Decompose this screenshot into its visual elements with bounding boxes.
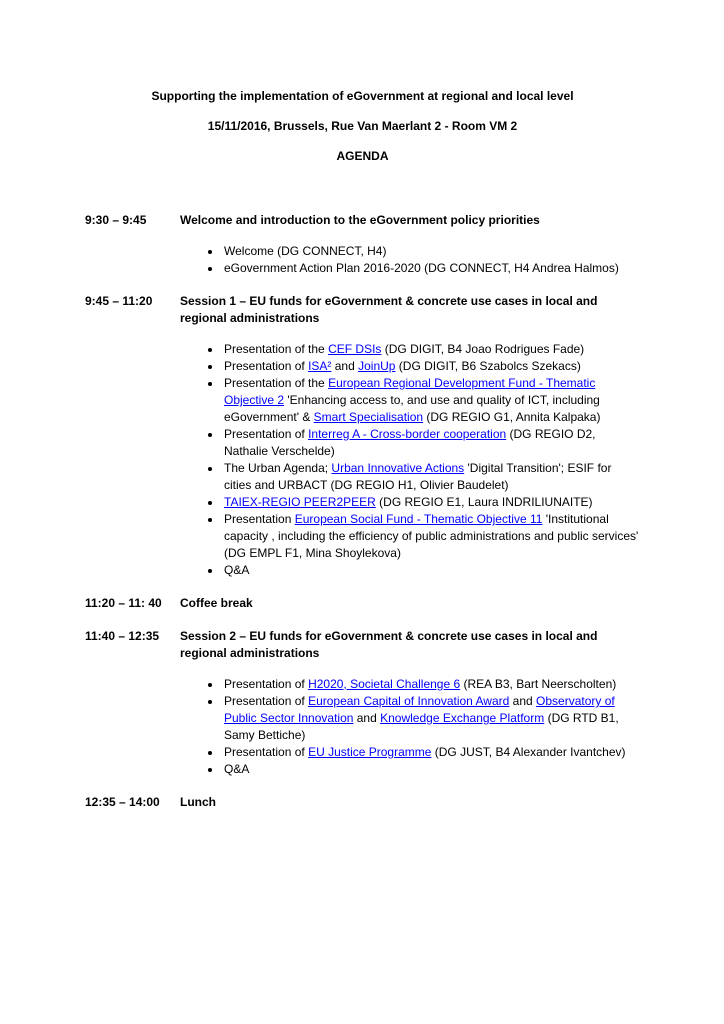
agenda-row-title: Lunch xyxy=(180,795,216,809)
text-segment: Presentation of the xyxy=(224,376,329,390)
agenda-bullet xyxy=(222,761,640,778)
hyperlink[interactable]: European Capital of Innovation Award xyxy=(308,694,510,708)
document-date-location: 15/11/2016, Brussels, Rue Van Maerlant 2 - Room VM 2 xyxy=(207,119,518,133)
agenda-row-coffee-break xyxy=(85,595,640,612)
text-segment: Q&A xyxy=(224,563,250,577)
hyperlink[interactable]: European Social Fund - Thematic Objective 11 xyxy=(294,512,543,526)
agenda-time: 11:20 – 11: 40 xyxy=(85,596,162,610)
text-segment: (DG RTD B1, Samy Bettiche) xyxy=(224,711,619,742)
agenda-bullet xyxy=(222,426,640,460)
hyperlink[interactable]: H2020, Societal Challenge 6 xyxy=(308,677,461,691)
text-segment: Presentation of xyxy=(224,677,309,691)
agenda-time: 9:30 – 9:45 xyxy=(85,213,147,227)
agenda-time: 11:40 – 12:35 xyxy=(85,629,160,643)
hyperlink[interactable]: Interreg A - Cross-border cooperation xyxy=(308,427,507,441)
agenda-row-content xyxy=(180,595,640,612)
document-header xyxy=(85,88,640,165)
text-segment: and xyxy=(331,359,359,373)
hyperlink[interactable]: JoinUp xyxy=(358,359,396,373)
agenda-bullet xyxy=(222,460,640,494)
agenda-row-lunch xyxy=(85,794,640,811)
agenda-heading: AGENDA xyxy=(336,149,389,163)
agenda-row-content xyxy=(180,212,640,277)
agenda-row-content xyxy=(180,293,640,579)
text-segment: 'Enhancing access to, and use and quality of ICT, including eGovernment' & xyxy=(224,393,600,424)
text-segment: Q&A xyxy=(224,762,250,776)
text-segment: (DG REGIO E1, Laura INDRILIUNAITE) xyxy=(375,495,593,509)
text-segment: eGovernment Action Plan 2016-2020 (DG CONNECT, H4 Andrea Halmos) xyxy=(224,261,619,275)
text-segment: Welcome (DG CONNECT, H4) xyxy=(224,244,387,258)
text-segment: Presentation of xyxy=(224,745,309,759)
hyperlink[interactable]: Urban Innovative Actions xyxy=(331,461,465,475)
hyperlink[interactable]: Observatory of Public Sector Innovation xyxy=(224,694,615,725)
agenda-bullet xyxy=(222,375,640,426)
agenda-row-content xyxy=(180,794,640,811)
hyperlink[interactable]: CEF DSIs xyxy=(328,342,382,356)
text-segment: Presentation of the xyxy=(224,342,329,356)
text-segment: (DG REGIO D2, Nathalie Verschelde) xyxy=(224,427,596,458)
hyperlink[interactable]: European Regional Development Fund - Thematic Objective 2 xyxy=(224,376,596,407)
text-segment: 'Digital Transition'; ESIF for cities and URBACT (DG REGIO H1, Olivier Baudelet) xyxy=(224,461,612,492)
agenda-bullet-list xyxy=(180,341,640,579)
hyperlink[interactable]: ISA² xyxy=(308,359,332,373)
text-segment: (DG DIGIT, B6 Szabolcs Szekacs) xyxy=(395,359,581,373)
agenda-row-session-2 xyxy=(85,628,640,778)
agenda-row-content xyxy=(180,628,640,778)
agenda-row-title: Coffee break xyxy=(180,596,253,610)
agenda-bullet xyxy=(222,693,640,744)
agenda-bullet xyxy=(222,243,640,260)
agenda-bullet xyxy=(222,358,640,375)
text-segment: (DG REGIO G1, Annita Kalpaka) xyxy=(423,410,601,424)
text-segment: (REA B3, Bart Neerscholten) xyxy=(460,677,617,691)
agenda-bullet xyxy=(222,341,640,358)
agenda-row-welcome xyxy=(85,212,640,277)
agenda-row-title: Session 2 – EU funds for eGovernment & concrete use cases in local and regional administrations xyxy=(180,629,598,660)
text-segment: Presentation of xyxy=(224,694,309,708)
text-segment: 'Institutional capacity , including the efficiency of public administrations and public services' (DG EMPL F1, Mina Shoylekova) xyxy=(224,512,639,560)
agenda-row-title: Welcome and introduction to the eGovernment policy priorities xyxy=(180,213,540,227)
text-segment: Presentation xyxy=(224,512,295,526)
agenda-list xyxy=(85,212,640,811)
text-segment: Presentation of xyxy=(224,359,309,373)
text-segment: (DG DIGIT, B4 Joao Rodrigues Fade) xyxy=(381,342,585,356)
agenda-bullet xyxy=(222,562,640,579)
document-title: Supporting the implementation of eGovernment at regional and local level xyxy=(151,89,574,103)
agenda-time: 12:35 – 14:00 xyxy=(85,795,160,809)
text-segment: The Urban Agenda; xyxy=(224,461,332,475)
text-segment: Presentation of xyxy=(224,427,309,441)
hyperlink[interactable]: Smart Specialisation xyxy=(313,410,424,424)
agenda-bullet-list xyxy=(180,676,640,778)
agenda-row-title: Session 1 – EU funds for eGovernment & concrete use cases in local and regional administrations xyxy=(180,294,598,325)
agenda-bullet xyxy=(222,260,640,277)
agenda-bullet xyxy=(222,744,640,761)
agenda-bullet-list xyxy=(180,243,640,277)
hyperlink[interactable]: TAIEX-REGIO PEER2PEER xyxy=(224,495,376,509)
text-segment: and xyxy=(353,711,381,725)
agenda-bullet xyxy=(222,494,640,511)
text-segment: (DG JUST, B4 Alexander Ivantchev) xyxy=(431,745,626,759)
hyperlink[interactable]: Knowledge Exchange Platform xyxy=(380,711,545,725)
hyperlink[interactable]: EU Justice Programme xyxy=(308,745,432,759)
agenda-row-session-1 xyxy=(85,293,640,579)
agenda-bullet xyxy=(222,676,640,693)
text-segment: and xyxy=(509,694,537,708)
agenda-bullet xyxy=(222,511,640,562)
agenda-time: 9:45 – 11:20 xyxy=(85,294,153,308)
